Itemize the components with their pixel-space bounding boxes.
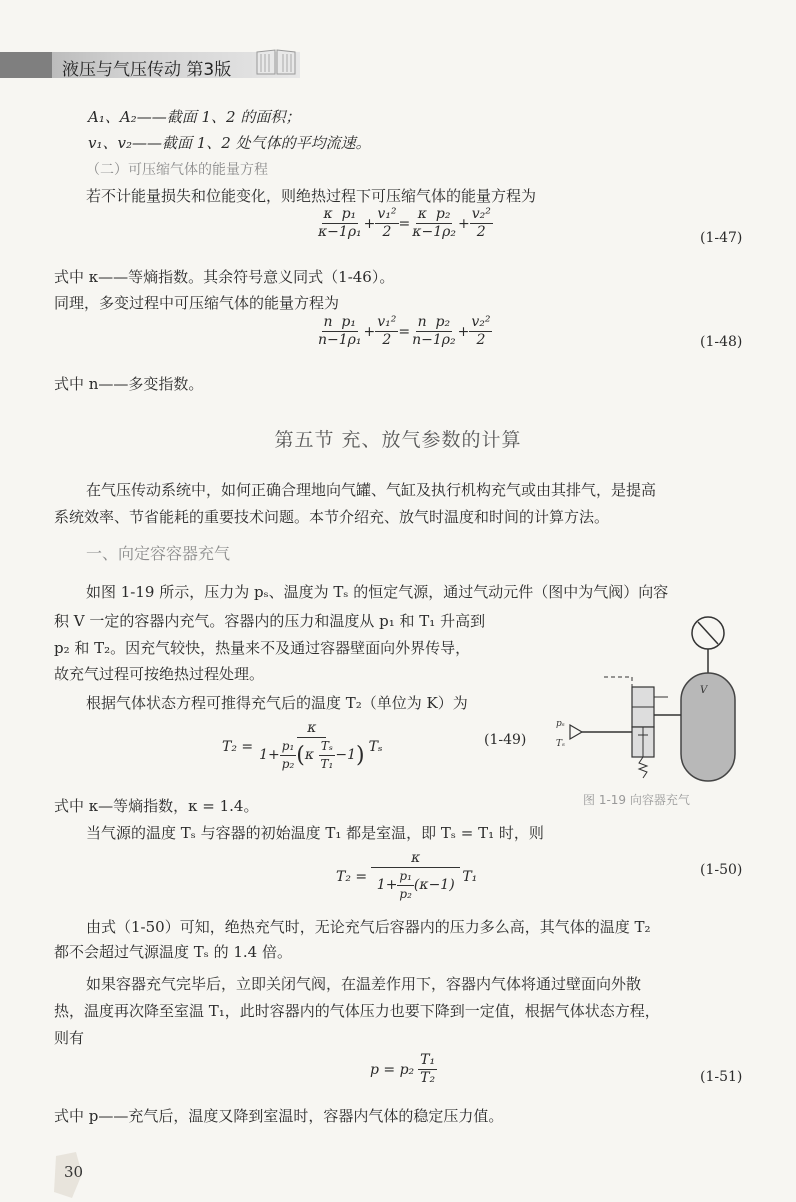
page-corner-decoration [54,1152,114,1198]
ps-label: pₛ [556,719,565,729]
figure-caption: 图 1-19 向容器充气 [583,793,690,807]
subsection-charging: 一、向定容容器充气 [86,544,231,563]
def-a: A₁、A₂——截面 1、2 的面积； [88,108,301,126]
intro-148: 同理，多变过程中可压缩气体的能量方程为 [54,294,340,312]
section-title: 第五节 充、放气参数的计算 [274,429,522,451]
intro-147: 若不计能量损失和位能变化，则绝热过程下可压缩气体的能量方程为 [86,187,537,205]
eq-label-1-49: (1-49) [484,732,527,748]
source-triangle-icon [570,725,582,739]
where-149: 式中 κ—等熵指数，κ = 1.4。 [54,797,259,815]
tank-volume-label: V [700,685,708,696]
tank-icon [681,673,735,781]
book-title: 液压与气压传动 第3版 [62,60,232,80]
para6-line1: 如果容器充气完毕后，立即关闭气阀，在温差作用下，容器内气体将通过壁面向外散 [86,975,642,993]
para2-line3: p₂ 和 T₂。因充气较快，热量来不及通过容器壁面向外界传导， [54,639,471,657]
def-v: v₁、v₂——截面 1、2 处气体的平均流速。 [88,134,371,152]
figure-1-19 [548,615,748,790]
equation-1-49: T₂ = κ 1+ $\frac{\text{p₁}}{\text{p₂}}$ ( κ $\frac{\text{Tₛ}}{\text{T₁}}$ −1 ) Tₛ [222,720,383,771]
equation-1-47: $\frac{\text{κ p₁}}{\text{κ−1ρ₁}}$ + $\frac{\text{v₁²}}{2}$ = $\frac{\text{κ p₂}}{\text{κ−1ρ₂}}$ + $\frac{\text{v₂²}}{2}$ [318,206,491,240]
where-147: 式中 κ——等熵指数。其余符号意义同式（1-46）。 [54,268,395,286]
eq-label-1-48: (1-48) [700,334,743,350]
eq-label-1-50: (1-50) [700,862,743,878]
where-151: 式中 p——充气后，温度又降到室温时，容器内气体的稳定压力值。 [54,1107,504,1125]
para2-line2: 积 V 一定的容器内充气。容器内的压力和温度从 p₁ 和 T₁ 升高到 [54,612,486,630]
subsection-energy-equation: （二）可压缩气体的能量方程 [86,162,268,178]
ts-label: Tₛ [556,739,566,749]
para1-line1: 在气压传动系统中，如何正确合理地向气罐、气缸及执行机构充气或由其排气，是提高 [86,481,657,499]
header-bar-dark [0,52,52,78]
para4: 当气源的温度 Tₛ 与容器的初始温度 T₁ 都是室温，即 Tₛ = T₁ 时，则 [86,824,544,842]
page-number: 30 [64,1163,84,1181]
where-148: 式中 n——多变指数。 [54,375,204,393]
para5-line1: 由式（1-50）可知，绝热充气时，无论充气后容器内的压力多么高，其气体的温度 T₂ [86,918,651,936]
equation-1-48: $\frac{\text{n p₁}}{\text{n−1ρ₁}}$ + $\frac{\text{v₁²}}{2}$ = $\frac{\text{n p₂}}{\text{n−1ρ₂}}$ + $\frac{\text{v₂²}}{2}$ [318,314,491,348]
equation-1-51: p = p₂ $\frac{\text{T₁}}{\text{T₂}}$ [370,1052,436,1086]
book-icon [255,46,297,76]
eq-label-1-47: (1-47) [700,230,743,246]
eq-label-1-51: (1-51) [700,1069,743,1085]
para5-line2: 都不会超过气源温度 Tₛ 的 1.4 倍。 [54,943,292,961]
para1-line2: 系统效率、节省能耗的重要技术问题。本节介绍充、放气时温度和时间的计算方法。 [54,508,610,526]
para2-line1: 如图 1-19 所示，压力为 pₛ、温度为 Tₛ 的恒定气源，通过气动元件（图中为气阀）向容 [86,583,669,601]
para2-line4: 故充气过程可按绝热过程处理。 [54,665,265,683]
para6-line3: 则有 [54,1029,85,1047]
para3: 根据气体状态方程可推得充气后的温度 T₂（单位为 K）为 [86,694,468,712]
equation-1-50: T₂ = κ 1+ $\frac{\text{p₁}}{\text{p₂}}$ (κ−1) T₁ [336,850,478,901]
para6-line2: 热，温度再次降至室温 T₁，此时容器内的气体压力也要下降到一定值，根据气体状态方程， [54,1002,660,1020]
